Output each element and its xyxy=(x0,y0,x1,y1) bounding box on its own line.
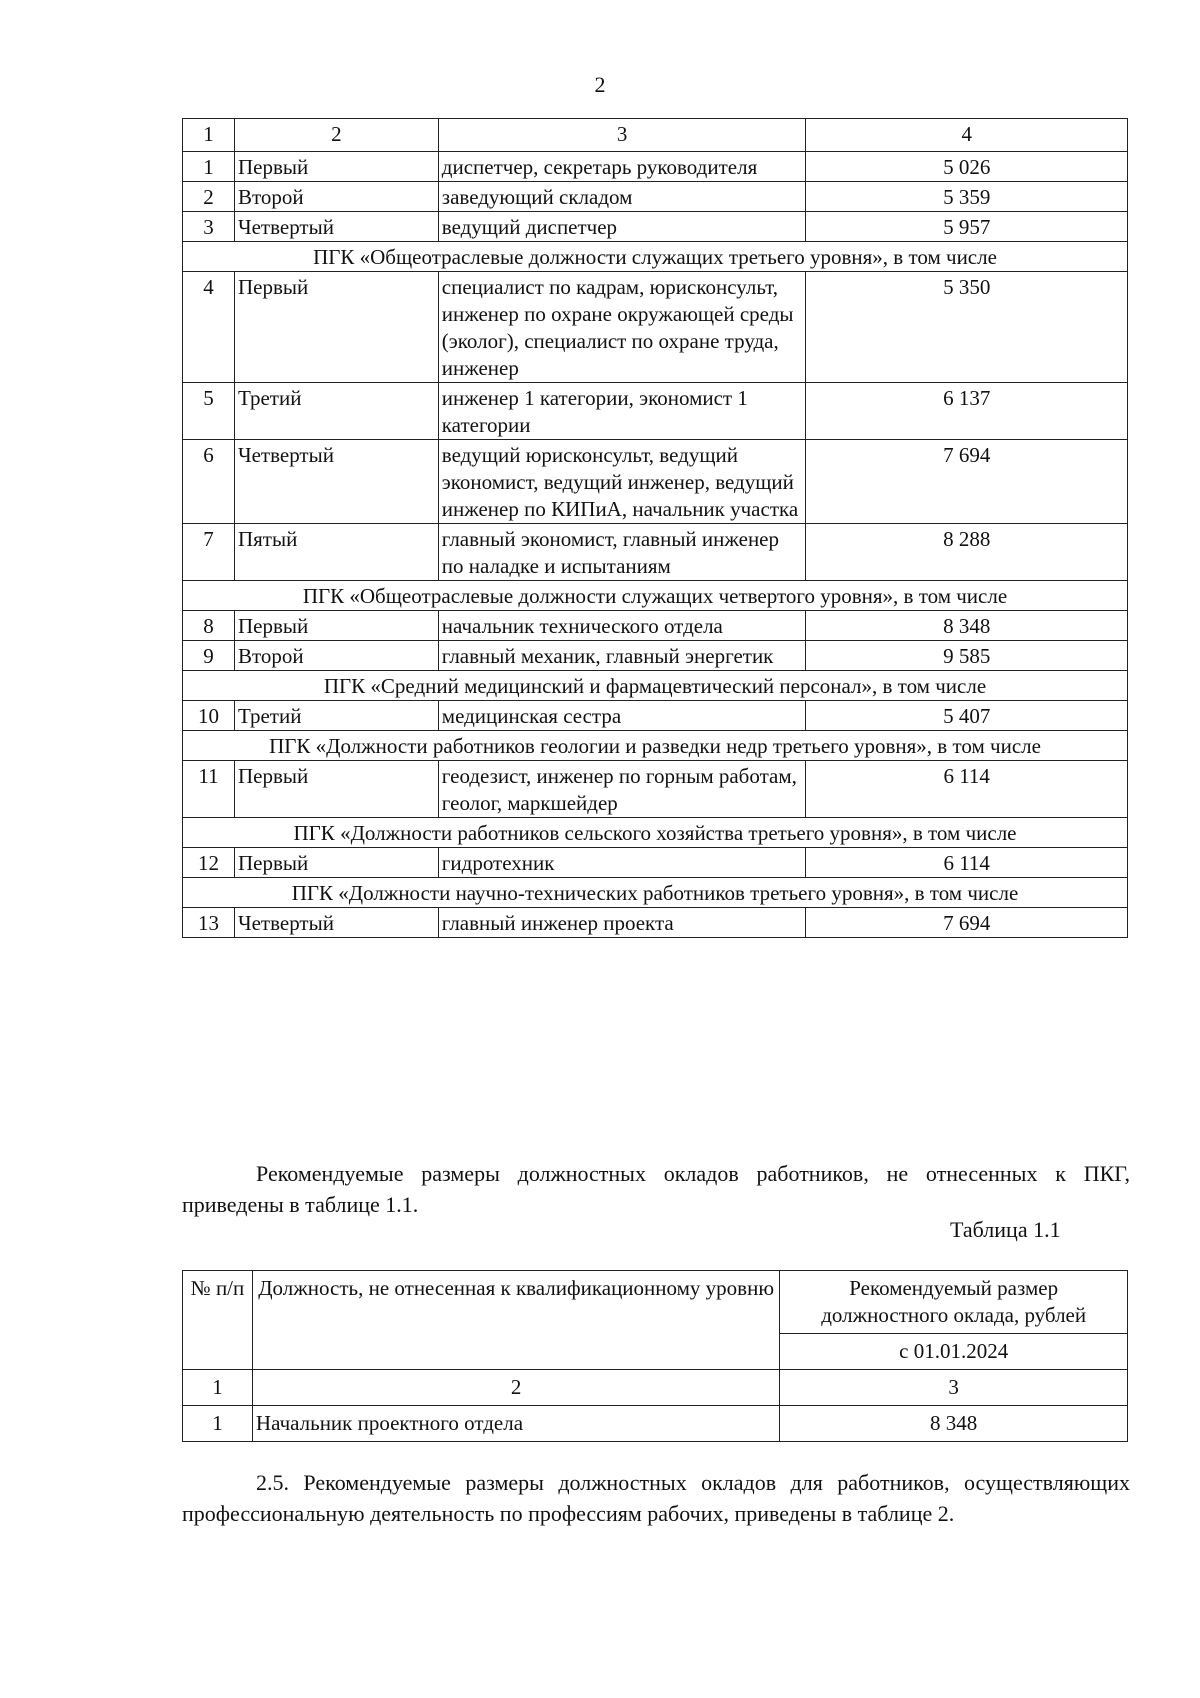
group-title: ПГК «Должности работников сельского хозяйства третьего уровня», в том числе xyxy=(183,818,1128,848)
row-number: 6 xyxy=(183,440,235,524)
table-header-row xyxy=(183,119,1128,152)
row-number: 11 xyxy=(183,761,235,818)
row-level: Первый xyxy=(234,611,438,641)
table-row xyxy=(183,908,1128,938)
row-salary: 5 026 xyxy=(806,152,1128,182)
row-salary: 8 348 xyxy=(780,1406,1128,1442)
row-salary: 6 114 xyxy=(806,848,1128,878)
row-position: специалист по кадрам, юрисконсульт, инженер по охране окружающей среды (эколог), специалист по охране труда, инженер xyxy=(438,272,806,383)
group-title: ПГК «Средний медицинский и фармацевтический персонал», в том числе xyxy=(183,671,1128,701)
table-row xyxy=(183,272,1128,383)
row-salary: 7 694 xyxy=(806,908,1128,938)
row-position: главный механик, главный энергетик xyxy=(438,641,806,671)
column-index-2: 2 xyxy=(234,119,438,152)
salary-table-1-1 xyxy=(182,1270,1128,1442)
row-position: геодезист, инженер по горным работам, геолог, маркшейдер xyxy=(438,761,806,818)
paragraph-not-assigned-pkg: Рекомендуемые размеры должностных окладов работников, не отнесенных к ПКГ, приведены в таблице 1.1. xyxy=(182,1161,1130,1217)
column-header-position: Должность, не отнесенная к квалификационному уровню xyxy=(252,1271,779,1370)
row-level: Четвертый xyxy=(234,212,438,242)
row-position: гидротехник xyxy=(438,848,806,878)
group-header-row xyxy=(183,878,1128,908)
row-level: Третий xyxy=(234,383,438,440)
row-salary: 6 137 xyxy=(806,383,1128,440)
table-row xyxy=(183,761,1128,818)
row-level: Первый xyxy=(234,152,438,182)
row-position: медицинская сестра xyxy=(438,701,806,731)
group-title: ПГК «Общеотраслевые должности служащих третьего уровня», в том числе xyxy=(183,242,1128,272)
row-number: 5 xyxy=(183,383,235,440)
row-level: Четвертый xyxy=(234,908,438,938)
row-position: инженер 1 категории, экономист 1 категории xyxy=(438,383,806,440)
group-header-row xyxy=(183,671,1128,701)
table-row xyxy=(183,641,1128,671)
row-level: Третий xyxy=(234,701,438,731)
column-header-salary: Рекомендуемый размер должностного оклада, рублей xyxy=(780,1271,1128,1334)
row-number: 8 xyxy=(183,611,235,641)
row-position: ведущий юрисконсульт, ведущий экономист, ведущий инженер, ведущий инженер по КИПиА, начальник участка xyxy=(438,440,806,524)
table-row xyxy=(183,1406,1128,1442)
row-salary: 5 957 xyxy=(806,212,1128,242)
row-number: 12 xyxy=(183,848,235,878)
group-title: ПГК «Должности научно-технических работников третьего уровня», в том числе xyxy=(183,878,1128,908)
table-row xyxy=(183,383,1128,440)
row-number: 13 xyxy=(183,908,235,938)
salary-table-pkg xyxy=(182,118,1128,938)
row-level: Второй xyxy=(234,182,438,212)
column-index-4: 4 xyxy=(806,119,1128,152)
group-title: ПГК «Должности работников геологии и разведки недр третьего уровня», в том числе xyxy=(183,731,1128,761)
row-salary: 8 348 xyxy=(806,611,1128,641)
row-number: 1 xyxy=(183,1406,253,1442)
row-position: главный инженер проекта xyxy=(438,908,806,938)
table-row xyxy=(183,182,1128,212)
row-number: 9 xyxy=(183,641,235,671)
row-level: Первый xyxy=(234,272,438,383)
table-row xyxy=(183,152,1128,182)
row-level: Четвертый xyxy=(234,440,438,524)
table-row xyxy=(183,701,1128,731)
table-index-row xyxy=(183,1370,1128,1406)
group-header-row xyxy=(183,242,1128,272)
row-salary: 6 114 xyxy=(806,761,1128,818)
row-number: 7 xyxy=(183,524,235,581)
row-position: главный экономист, главный инженер по наладке и испытаниям xyxy=(438,524,806,581)
row-position: Начальник проектного отдела xyxy=(252,1406,779,1442)
row-position: заведующий складом xyxy=(438,182,806,212)
index-cell: 1 xyxy=(183,1370,253,1406)
row-position: начальник технического отдела xyxy=(438,611,806,641)
index-cell: 3 xyxy=(780,1370,1128,1406)
row-salary: 5 350 xyxy=(806,272,1128,383)
row-position: ведущий диспетчер xyxy=(438,212,806,242)
table-row xyxy=(183,524,1128,581)
column-header-date: с 01.01.2024 xyxy=(780,1334,1128,1370)
table-row xyxy=(183,848,1128,878)
row-salary: 5 407 xyxy=(806,701,1128,731)
row-level: Первый xyxy=(234,848,438,878)
row-number: 4 xyxy=(183,272,235,383)
row-position: диспетчер, секретарь руководителя xyxy=(438,152,806,182)
table-row xyxy=(183,611,1128,641)
row-level: Второй xyxy=(234,641,438,671)
group-header-row xyxy=(183,581,1128,611)
group-header-row xyxy=(183,731,1128,761)
row-salary: 8 288 xyxy=(806,524,1128,581)
row-number: 2 xyxy=(183,182,235,212)
row-number: 1 xyxy=(183,152,235,182)
table-row xyxy=(183,212,1128,242)
paragraph-section-2-5: 2.5. Рекомендуемые размеры должностных окладов для работников, осуществляющих профессиональную деятельность по профессиям рабочих, приведены в таблице 2. xyxy=(182,1470,1130,1526)
table-row xyxy=(183,440,1128,524)
row-number: 3 xyxy=(183,212,235,242)
row-salary: 7 694 xyxy=(806,440,1128,524)
index-cell: 2 xyxy=(252,1370,779,1406)
column-index-3: 3 xyxy=(438,119,806,152)
table-caption: Таблица 1.1 xyxy=(950,1217,1061,1242)
row-salary: 5 359 xyxy=(806,182,1128,212)
row-level: Первый xyxy=(234,761,438,818)
row-number: 10 xyxy=(183,701,235,731)
row-salary: 9 585 xyxy=(806,641,1128,671)
group-title: ПГК «Общеотраслевые должности служащих четвертого уровня», в том числе xyxy=(183,581,1128,611)
page-number: 2 xyxy=(594,72,606,97)
group-header-row xyxy=(183,818,1128,848)
column-index-1: 1 xyxy=(183,119,235,152)
column-header-number: № п/п xyxy=(183,1271,253,1370)
row-level: Пятый xyxy=(234,524,438,581)
